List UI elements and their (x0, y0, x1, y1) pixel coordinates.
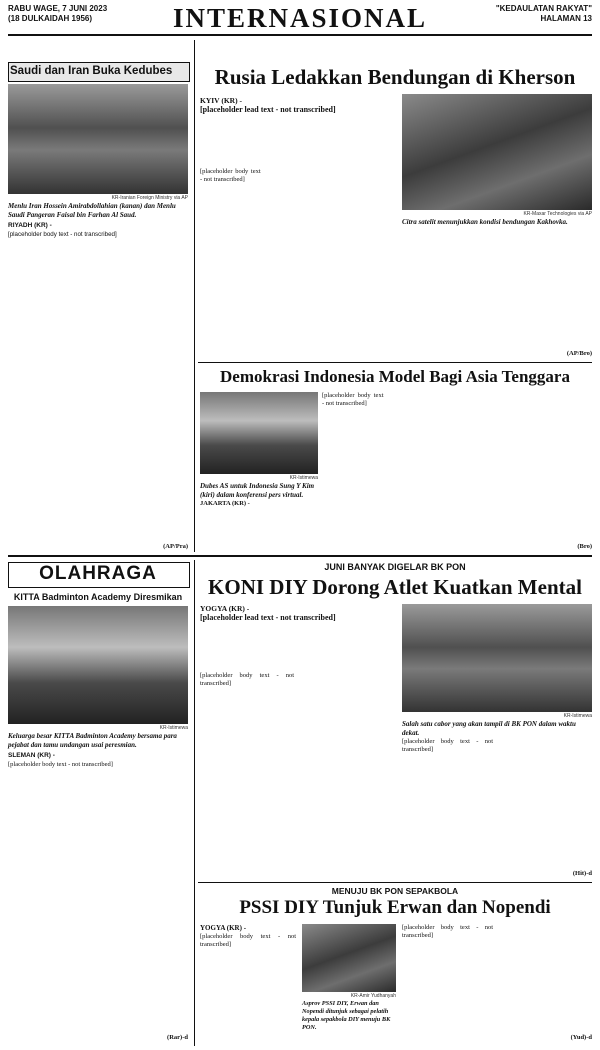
pssi-sign: (Yud)-d (570, 1034, 592, 1041)
pssi-photo (302, 924, 396, 992)
pssi-dateline: YOGYA (KR) - (200, 924, 247, 932)
pssi-headline: PSSI DIY Tunjuk Erwan dan Nopendi (239, 897, 551, 918)
saudi-photo (8, 84, 188, 194)
column-divider-2 (194, 560, 195, 1046)
saudi-photo-credit: KR-Iranian Foreign Ministry via AP (111, 195, 188, 201)
pssi-kicker: MENUJU BK PON SEPAKBOLA (331, 886, 459, 896)
saudi-headline: Saudi dan Iran Buka Kedubes (10, 65, 173, 77)
koni-body: [placeholder body text - not transcribed] (200, 672, 294, 688)
demokrasi-dateline: JAKARTA (KR) - (200, 500, 250, 507)
olahraga-title: OLAHRAGA (39, 563, 157, 584)
demokrasi-photo (200, 392, 318, 474)
koni-caption: Salah satu cabor yang akan tampil di BK PON dalam waktu dekat. (402, 720, 576, 737)
kherson-caption: Citra satelit menunjukkan kondisi bendungan Kakhovka. (402, 218, 568, 226)
kherson-lead: [placeholder lead text - not transcribed] (200, 105, 336, 114)
kherson-body: [placeholder body text - not transcribed] (200, 168, 261, 184)
pssi-photo-credit: KR-Amir Yudhanyah (350, 993, 396, 999)
koni-dateline: YOGYA (KR) - (200, 604, 250, 613)
kitta-photo-credit: KR-Istimewa (159, 725, 188, 731)
kitta-headline: KITTA Badminton Academy Diresmikan (13, 592, 183, 602)
kitta-photo (8, 606, 188, 724)
kitta-body: [placeholder body text - not transcribed] (8, 761, 113, 768)
demokrasi-headline: Demokrasi Indonesia Model Bagi Asia Tenggara (220, 367, 570, 386)
koni-kicker: JUNI BANYAK DIGELAR BK PON (324, 562, 466, 572)
koni-sign: (Hit)-d (572, 870, 592, 877)
issue-date: RABU WAGE, 7 JUNI 2023 (18 DULKAIDAH 1956) (8, 4, 108, 23)
kherson-rule (198, 362, 592, 363)
demokrasi-sign: (Bro) (577, 543, 592, 550)
koni-headline: KONI DIY Dorong Atlet Kuatkan Mental (208, 575, 582, 599)
kitta-caption: Keluarga besar KITTA Badminton Academy bersama para pejabat dan tamu undangan usai peresmian. (8, 732, 177, 749)
saudi-caption: Menlu Iran Hossein Amirabdollahian (kanan) dan Menlu Saudi Pangeran Faisal bin Farhan Al Saud. (8, 202, 176, 219)
masthead-rule (8, 34, 592, 36)
saudi-body: [placeholder body text - not transcribed] (8, 231, 117, 238)
kherson-photo-credit: KR-Maxar Technologies via AP (523, 211, 592, 217)
demokrasi-body: [placeholder body text - not transcribed] (322, 392, 384, 408)
kherson-sign: (AP/Bro) (566, 350, 592, 357)
saudi-sign: (AP/Pra) (163, 543, 188, 550)
demokrasi-photo-credit: KR-Istimewa (289, 475, 318, 481)
kherson-headline: Rusia Ledakkan Bendungan di Kherson (214, 65, 576, 89)
koni-lead: [placeholder lead text - not transcribed] (200, 613, 336, 622)
koni-photo-credit: KR-Istimewa (563, 713, 592, 719)
pssi-body-right: [placeholder body text - not transcribed] (402, 924, 493, 940)
kherson-satellite-photo (402, 94, 592, 210)
kitta-sign: (Rar)-d (167, 1034, 188, 1041)
page-info: "KEDAULATAN RAKYAT" HALAMAN 13 (495, 4, 592, 23)
section-title: INTERNASIONAL (172, 3, 428, 33)
column-divider (194, 40, 195, 552)
kherson-dateline: KYIV (KR) - (200, 96, 242, 105)
koni-body-2: [placeholder body text - not transcribed] (402, 738, 493, 754)
demokrasi-caption: Dubes AS untuk Indonesia Sung Y Kim (kiri) dalam konferensi pers virtual. (200, 482, 315, 499)
pssi-body-left: [placeholder body text - not transcribed] (200, 933, 296, 949)
koni-photo (402, 604, 592, 712)
section-rule (8, 555, 592, 557)
pssi-caption: Asprov PSSI DIY, Erwan dan Nopendi ditunjuk sebagai pelatih kepala sepakbola DIY menuju BK PON. (302, 1000, 391, 1031)
koni-rule (198, 882, 592, 883)
saudi-dateline: RIYADH (KR) - (8, 222, 52, 229)
kitta-dateline: SLEMAN (KR) - (8, 752, 55, 759)
